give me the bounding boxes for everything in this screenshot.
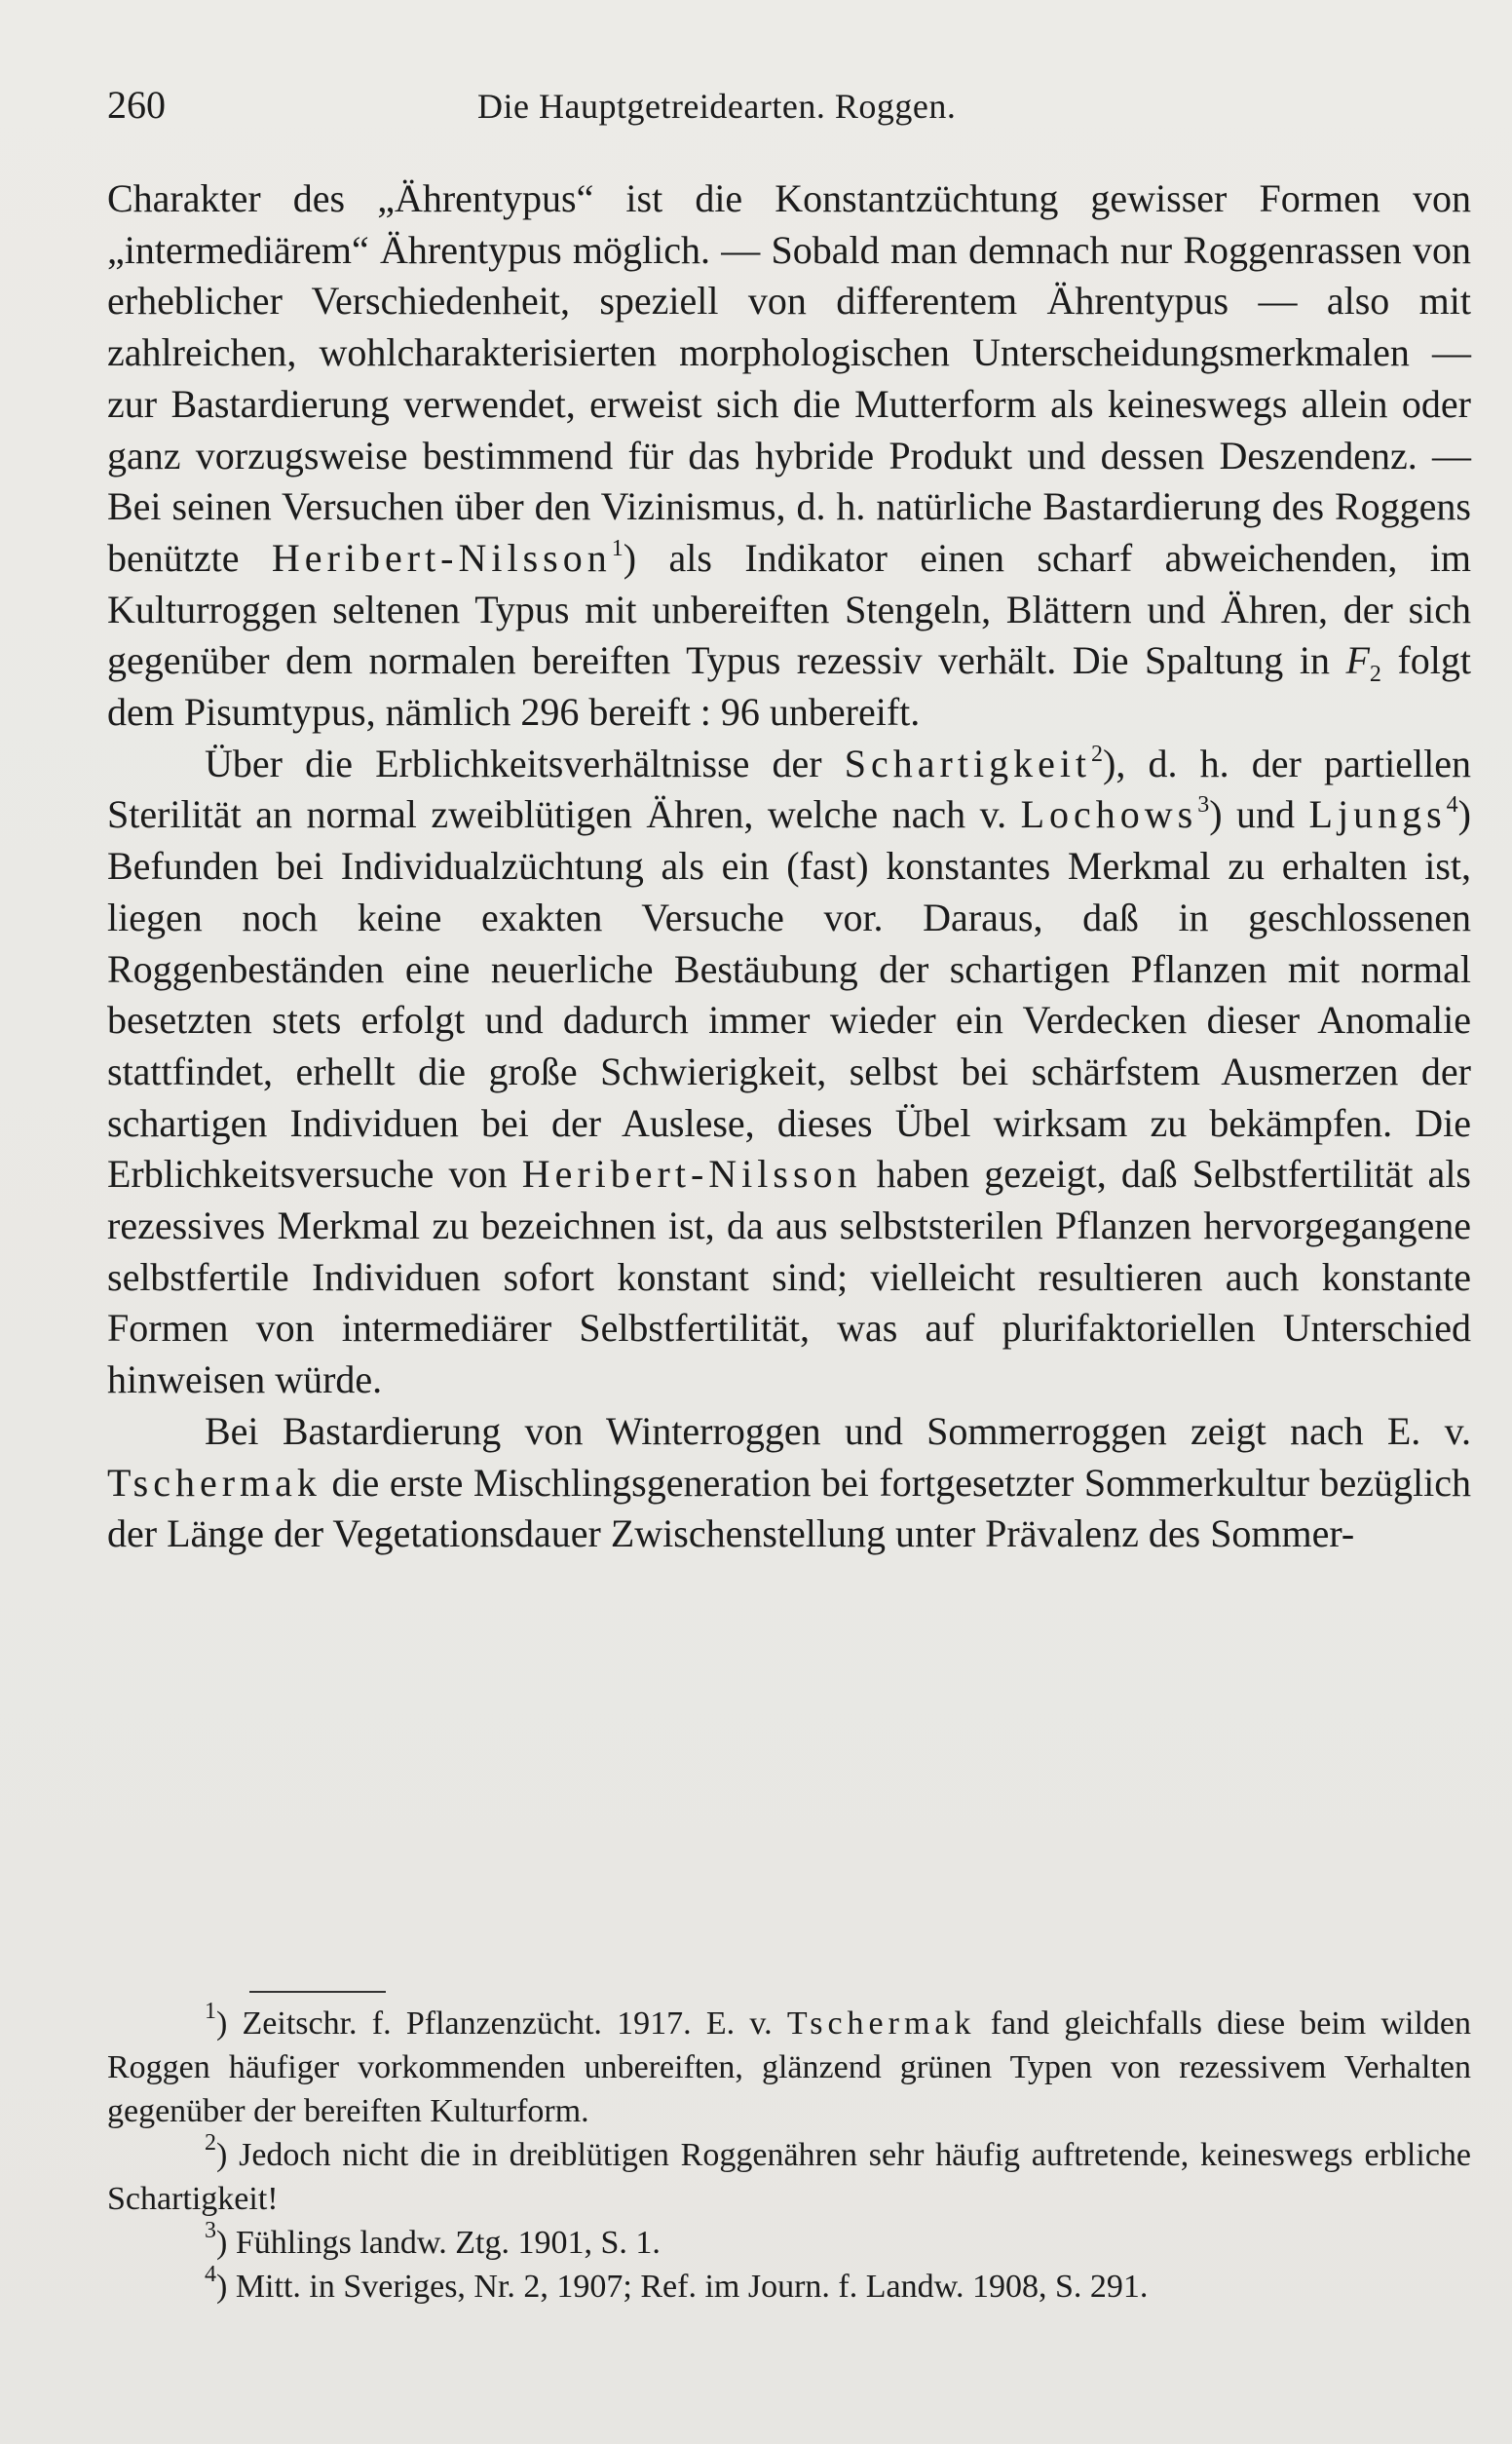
footnote-ref: 1 [611,535,624,561]
footnote-mark: 3 [205,2218,216,2243]
footnote-3 [107,2218,1471,2265]
author-name: Tschermak [107,1460,321,1505]
author-name: Heribert-Nilsson [271,535,612,580]
body-text [107,173,1471,1560]
footnote-text: fand gleichfalls diese beim wilden Roggen häufiger vorkommenden unbereiften, glänzend grünen Typen von rezessivem Verhalten gegenüber der bereiften Kulturform. [107,2005,1471,2129]
footnote-ref: 4 [1446,792,1458,819]
footnote-1 [107,1999,1471,2133]
text-run: ), d. h. der partiellen Sterilität an normal zweiblütigen Ähren, welche nach v. [107,741,1471,837]
text-run: Bei Bastardierung von Winterroggen und Sommerroggen zeigt nach E. v. [205,1408,1471,1453]
text-run: folgt dem Pisumtypus, nämlich 296 bereift : 96 unbereift. [107,638,1472,735]
text-run: Charakter des „Ährentypus“ ist die Konstantzüchtung gewisser Formen von „intermediärem“ Ährentypus möglich. — Sobald man demnach nur Roggenrassen von erheblicher Verschiedenheit, speziell von differentem Ährentypus — also mit zahlreichen, wohlcharakterisierten morphologischen Unterscheidungsmerkmalen — zur Bastardierung verwendet, erweist sich die Mutterform als keineswegs allein oder ganz vorzugsweise bestimmend für das hybride Produkt und dessen Deszendenz. — Bei seinen Versuchen über den Vizinismus, d. h. natürliche Bastardierung des Roggens benützte [107,176,1471,580]
text-run: Über die Erblichkeitsverhältnisse der [205,741,845,785]
text-run: ) Befunden bei Individualzüchtung als ein (fast) konstantes Merkmal zu erhalten ist, liegen noch keine exakten Versuche vor. Daraus, daß in geschlossenen Roggenbeständen eine neuerliche Bestäubung der schartigen Pflanzen mit normal besetzten stets erfolgt und dadurch immer wieder ein Verdecken dieser Anomalie stattfindet, erhellt die große Schwierigkeit, selbst bei schärfstem Ausmerzen der schartigen Individuen bei der Auslese, dieses Übel wirksam zu bekämpfen. Die Erblichkeitsversuche von [107,792,1471,1197]
footnote-mark: 4 [205,2262,216,2287]
footnote-ref: 2 [1091,741,1104,767]
footnote-text: ) Fühlings landw. Ztg. 1901, S. 1. [216,2225,661,2261]
paragraph-3 [107,1406,1471,1560]
footnote-ref: 3 [1197,792,1210,819]
text-run: die erste Mischlingsgeneration bei fortgesetzter Sommerkultur bezüglich der Länge der Vegetationsdauer Zwischenstellung unter Prävalenz des Sommer- [107,1460,1471,1556]
footnote-2 [107,2130,1471,2221]
author-name: Ljungs [1308,792,1447,837]
author-name: Tschermak [786,2005,976,2042]
paragraph-1 [107,173,1471,739]
generation-symbol: F [1345,638,1370,683]
footnote-4 [107,2262,1471,2309]
term-emphasis: Schartigkeit [844,741,1092,785]
page-number: 260 [107,83,166,127]
author-name: Heribert-Nilsson [521,1152,862,1197]
text-run: ) als Indikator einen scharf abweichenden, im Kulturroggen seltenen Typus mit unbereiften Stengeln, Blättern und Ähren, der sich gegenüber dem normalen bereiften Typus rezessiv verhält. Die Spaltung in [107,535,1471,683]
footnote-mark: 2 [205,2130,216,2156]
footnote-separator [249,1991,386,1993]
text-run: haben gezeigt, daß Selbstfertilität als rezessives Merkmal zu bezeichnen ist, da aus selbststerilen Pflanzen hervorgegangene selbstfertile Individuen sofort konstant sind; vielleicht resultieren auch konstante Formen von intermediärer Selbstfertilität, was auf plurifaktoriellen Unterschied hinweisen würde. [107,1152,1471,1402]
author-name: Lochows [1020,792,1198,837]
page-header [107,82,1471,140]
generation-subscript: 2 [1369,662,1381,688]
text-run: ) und [1209,792,1309,837]
running-head: Die Hauptgetreidearten. Roggen. [477,87,957,126]
footnote-text: ) Mitt. in Sveriges, Nr. 2, 1907; Ref. im Journ. f. Landw. 1908, S. 291. [216,2269,1149,2305]
footnotes [107,1999,1471,2309]
footnote-text: ) Zeitschr. f. Pflanzenzücht. 1917. E. v. [216,2005,787,2042]
paragraph-2 [107,739,1471,1406]
footnote-mark: 1 [205,1999,216,2024]
footnote-text: ) Jedoch nicht die in dreiblütigen Roggenähren sehr häufig auftretende, keineswegs erbliche Schartigkeit! [107,2137,1471,2217]
